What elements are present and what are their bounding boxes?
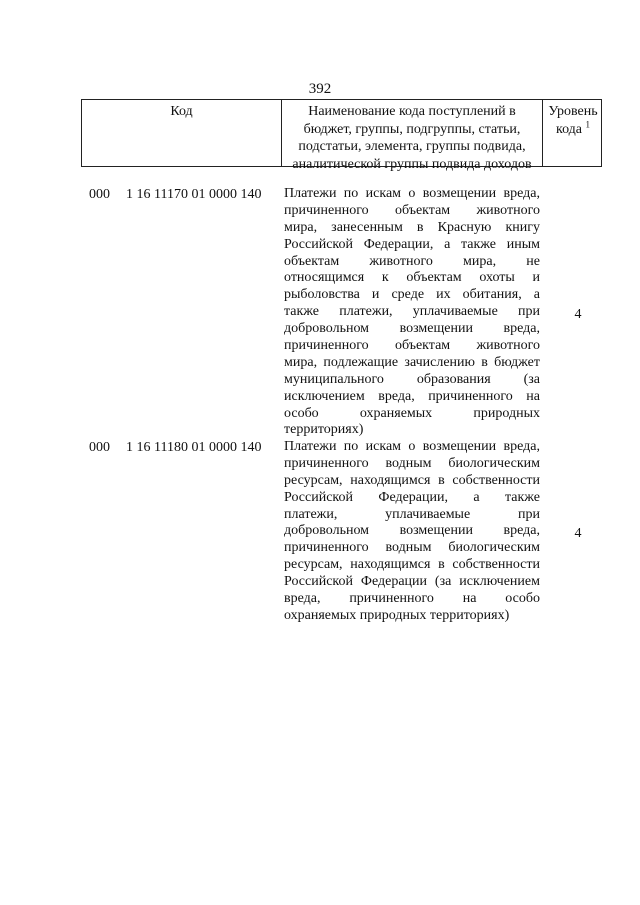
- revenue-code: 1 16 11170 01 0000 140: [126, 187, 262, 202]
- revenue-description: [284, 186, 540, 439]
- description-line: исключением вреда, причиненного на: [284, 388, 540, 404]
- description-line: Российской Федерации (за исключением: [284, 574, 540, 590]
- description-line: рыболовства и среде их обитания, а: [284, 287, 540, 303]
- description-line: ресурсам, находящимся в собственности: [284, 557, 540, 573]
- description-line: причиненного объектам животного: [284, 202, 540, 218]
- code-level: 4: [574, 307, 582, 322]
- header-name-line: бюджет, группы, подгруппы, статьи,: [303, 121, 521, 137]
- description-line: добровольном возмещении вреда,: [284, 523, 540, 539]
- description-line: Российской Федерации, а также: [284, 489, 540, 505]
- header-code: Код: [170, 104, 193, 119]
- header-name-line: Наименование кода поступлений в: [308, 104, 516, 119]
- description-line: причиненного объектам животного: [284, 338, 540, 354]
- description-line: муниципального образования (за: [284, 371, 540, 387]
- description-line: охраняемых природных территориях): [284, 607, 510, 623]
- footnote-marker: 1: [585, 118, 591, 129]
- admin-code: 000: [89, 187, 110, 202]
- header-level-line: [543, 118, 603, 139]
- description-line: объектам животного мира, не: [284, 253, 540, 269]
- description-line: особо охраняемых природных: [284, 405, 540, 421]
- header-name-line: подстатьи, элемента, группы подвида,: [298, 139, 526, 154]
- description-line: Платежи по искам о возмещении вреда,: [284, 439, 540, 454]
- revenue-description: [284, 439, 540, 625]
- description-line: мира, подлежащие зачислению в бюджет: [284, 354, 540, 370]
- description-line: Российской Федерации, а также иным: [284, 236, 540, 252]
- page-number: 392: [308, 81, 332, 97]
- description-line: платежи, уплачиваемые при: [284, 506, 540, 522]
- code-level: 4: [574, 526, 582, 541]
- description-line: причиненного водным биологическим: [284, 540, 540, 556]
- header-level: [543, 103, 603, 138]
- description-line: Платежи по искам о возмещении вреда,: [284, 186, 540, 201]
- description-line: относящимся к объектам охоты и: [284, 270, 540, 286]
- revenue-code: 1 16 11180 01 0000 140: [126, 440, 262, 455]
- description-line: добровольном возмещении вреда,: [284, 321, 540, 337]
- description-line: мира, занесенным в Красную книгу: [284, 219, 540, 235]
- description-line: также платежи, уплачиваемые при: [284, 304, 540, 320]
- admin-code: 000: [89, 440, 110, 455]
- header-name-line: аналитической группы подвида доходов: [292, 156, 532, 172]
- header-level-word: кода: [555, 121, 583, 137]
- description-line: ресурсам, находящимся в собственности: [284, 472, 540, 488]
- header-name: [282, 103, 542, 173]
- description-line: вреда, причиненного на особо: [284, 591, 540, 607]
- table-header: [81, 99, 602, 172]
- header-level-line: Уровень: [548, 104, 598, 119]
- description-line: территориях): [284, 422, 364, 438]
- description-line: причиненного водным биологическим: [284, 455, 540, 471]
